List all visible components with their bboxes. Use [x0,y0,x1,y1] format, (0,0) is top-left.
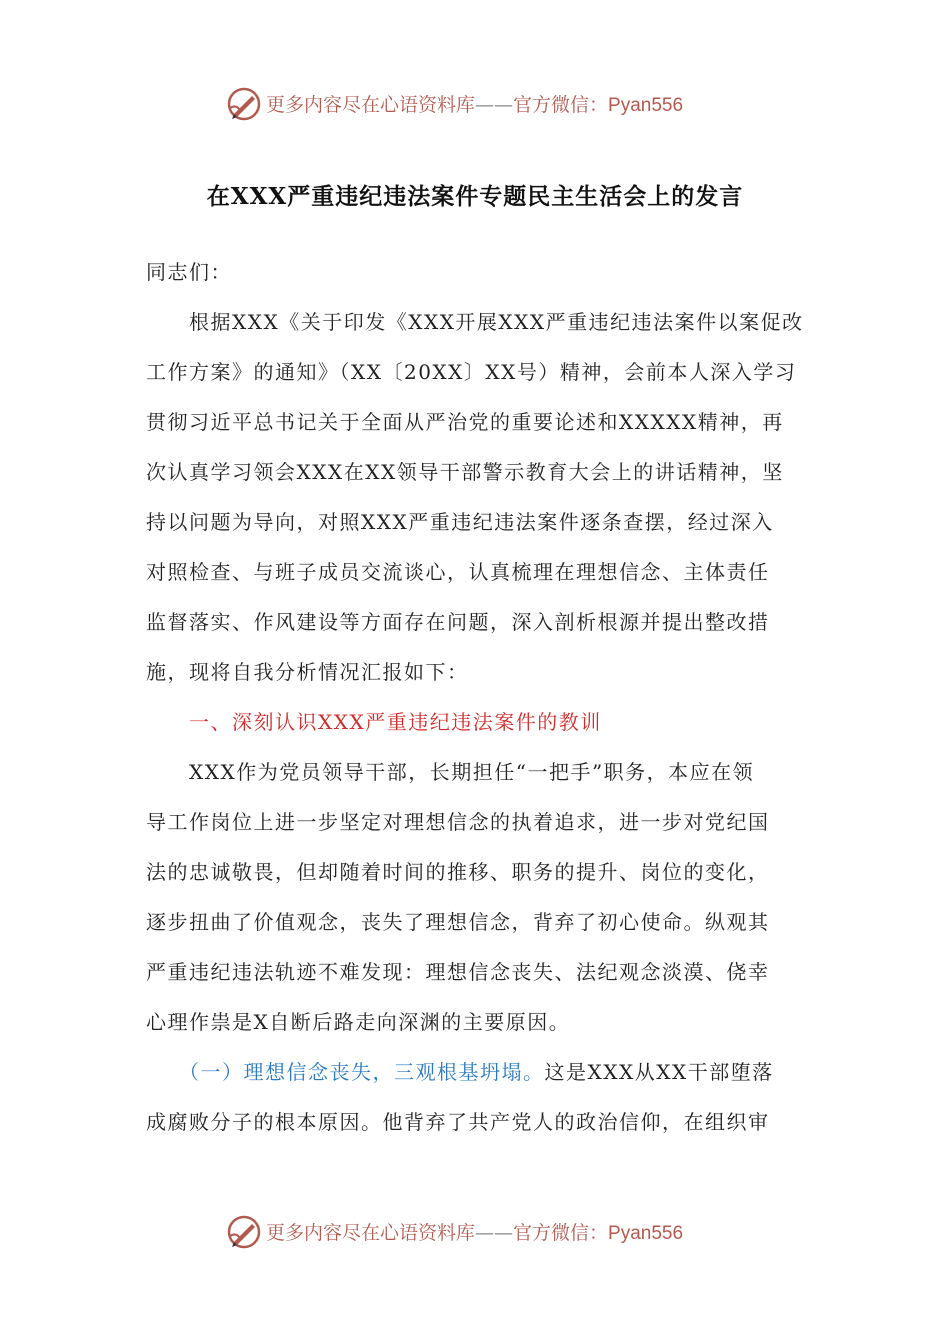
banner-separator: —— [475,94,514,116]
banner-wechat-id: Pyan556 [608,95,684,116]
body-line: 成腐败分子的根本原因。他背弃了共产党人的政治信仰，在组织审 [146,1110,770,1134]
section-heading-1: 一、深刻认识XXX严重违纪违法案件的教训 [146,710,602,734]
body-line: 根据XXX《关于印发《XXX开展XXX严重违纪违法案件以案促改 [146,310,804,334]
banner-site-text: 更多内容尽在心语资料库 [266,1222,476,1244]
footer-banner [0,1212,950,1252]
banner-wechat-label: 官方微信： [513,94,609,116]
body-line: 次认真学习领会XXX在XX领导干部警示教育大会上的讲话精神，坚 [146,460,784,484]
body-line: 工作方案》的通知》（XX〔20XX〕XX号）精神，会前本人深入学习 [146,360,797,384]
body-line: 法的忠诚敬畏，但却随着时间的推移、职务的提升、岗位的变化， [146,860,770,884]
subsection-heading-1: （一）理想信念丧失，三观根基坍塌。 [146,1060,545,1084]
body-line: 对照检查、与班子成员交流谈心，认真梳理在理想信念、主体责任 [146,560,770,584]
body-line: 贯彻习近平总书记关于全面从严治党的重要论述和XXXXX精神，再 [146,410,784,434]
header-banner [0,84,950,124]
pen-logo-icon [226,86,262,122]
body-line: 持以问题为导向，对照XXX严重违纪违法案件逐条查摆，经过深入 [146,510,774,534]
subsection-line [146,1056,774,1085]
pen-logo-icon [226,1214,262,1250]
document-title: 在XXX严重违纪违法案件专题民主生活会上的发言 [206,183,744,210]
body-line: 监督落实、作风建设等方面存在问题，深入剖析根源并提出整改措 [146,610,770,634]
body-line: 导工作岗位上进一步坚定对理想信念的执着追求，进一步对党纪国 [146,810,770,834]
subsection-text: 这是XXX从XX干部堕落 [544,1060,774,1084]
banner-separator: —— [475,1222,514,1244]
body-line: 严重违纪违法轨迹不难发现：理想信念丧失、法纪观念淡漠、侥幸 [146,960,770,984]
banner-text [266,90,683,117]
banner-text [266,1218,683,1245]
banner-site-text: 更多内容尽在心语资料库 [266,94,476,116]
body-line: 逐步扭曲了价值观念，丧失了理想信念，背弃了初心使命。纵观其 [146,910,770,934]
body-line: 施，现将自我分析情况汇报如下： [146,660,469,684]
salutation: 同志们： [146,260,232,284]
body-line: 心理作祟是X自断后路走向深渊的主要原因。 [146,1010,571,1034]
banner-wechat-label: 官方微信： [513,1222,609,1244]
banner-wechat-id: Pyan556 [608,1223,684,1244]
body-line: XXX作为党员领导干部，长期担任“一把手”职务，本应在领 [146,760,755,784]
